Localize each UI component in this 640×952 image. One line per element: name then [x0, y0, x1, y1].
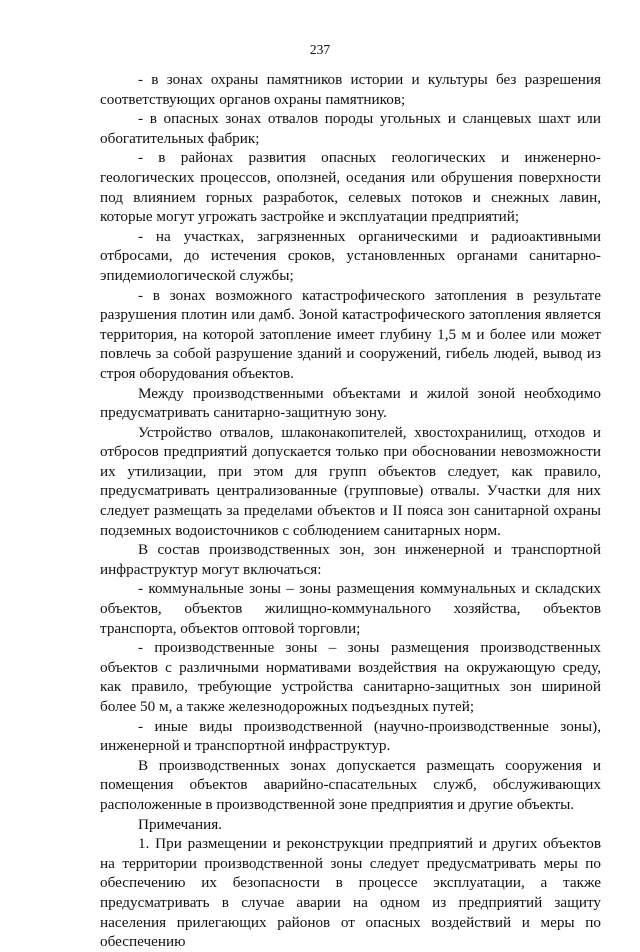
paragraph-zone-composition: В состав производственных зон, зон инженерной и транспортной инфраструктур могут включаться: — [100, 541, 601, 578]
note-1: 1. При размещении и реконструкции предприятий и других объектов на территории производственной зоны следует предусматривать меры по обеспечению их безопасности в процессе эксплуатации, а также предусматривать в случае аварии на одном из предприятий защиту населения прилегающих районов от опасных воздействий и меры по обеспечению — [100, 835, 601, 951]
paragraph-contaminated-areas: - на участках, загрязненных органическими и радиоактивными отбросами, до истечения сроков, установленных органами санитарно-эпидемиологической службы; — [100, 227, 601, 284]
paragraph-dumps: Устройство отвалов, шлаконакопителей, хвостохранилищ, отходов и отбросов предприятий допускается только при обосновании невозможности их утилизации, при этом для групп объектов следует, как правило, предусматривать централизованные (групповые) отвалы. Участки для них следует размещать за пределами объектов и II пояса зон санитарной охраны подземных водоисточников с соблюдением санитарных норм. — [100, 423, 601, 539]
paragraph-communal-zones: - коммунальные зоны – зоны размещения коммунальных и складских объектов, объектов жилищно-коммунального хозяйства, объектов транспорта, объектов оптовой торговли; — [100, 580, 601, 637]
paragraph-other-zones: - иные виды производственной (научно-производственные зоны), инженерной и транспортной инфраструктур. — [100, 717, 601, 755]
paragraph-flood-zone: - в зонах возможного катастрофического затопления в результате разрушения плотин или дамб. Зоной катастрофического затопления является территория, на которой затопление имеет глубину 1,5 м и более или может повлечь за собой разрушение зданий и сооружений, гибель людей, вывод из строя оборудования объектов. — [100, 286, 601, 382]
paragraph-production-zones: - производственные зоны – зоны размещения производственных объектов с различными нормативами воздействия на окружающую среду, как правило, требующие устройства санитарно-защитных зон шириной более 50 м, а также железнодорожных подъездных путей; — [100, 639, 601, 715]
document-body — [100, 70, 601, 952]
paragraph-sanitary-zone: Между производственными объектами и жилой зоной необходимо предусматривать санитарно-защитную зону. — [100, 384, 601, 422]
paragraph-geological-hazards: - в районах развития опасных геологических и инженерно-геологических процессов, оползней, оседания или обрушения поверхности под влиянием горных разработок, селевых потоков и снежных лавин, которые могут угрожать застройке и эксплуатации предприятий; — [100, 149, 601, 226]
page-number: 237 — [309, 42, 331, 57]
paragraph-emergency-services: В производственных зонах допускается размещать сооружения и помещения объектов аварийно-спасательных служб, обслуживающих расположенные в производственной зоне предприятия и другие объекты. — [100, 756, 601, 813]
paragraph-dump-zone: - в опасных зонах отвалов породы угольных и сланцевых шахт или обогатительных фабрик; — [100, 110, 601, 147]
notes-heading: Примечания. — [138, 815, 223, 833]
paragraph-monuments-zone: - в зонах охраны памятников истории и культуры без разрешения соответствующих органов охраны памятников; — [100, 71, 601, 108]
